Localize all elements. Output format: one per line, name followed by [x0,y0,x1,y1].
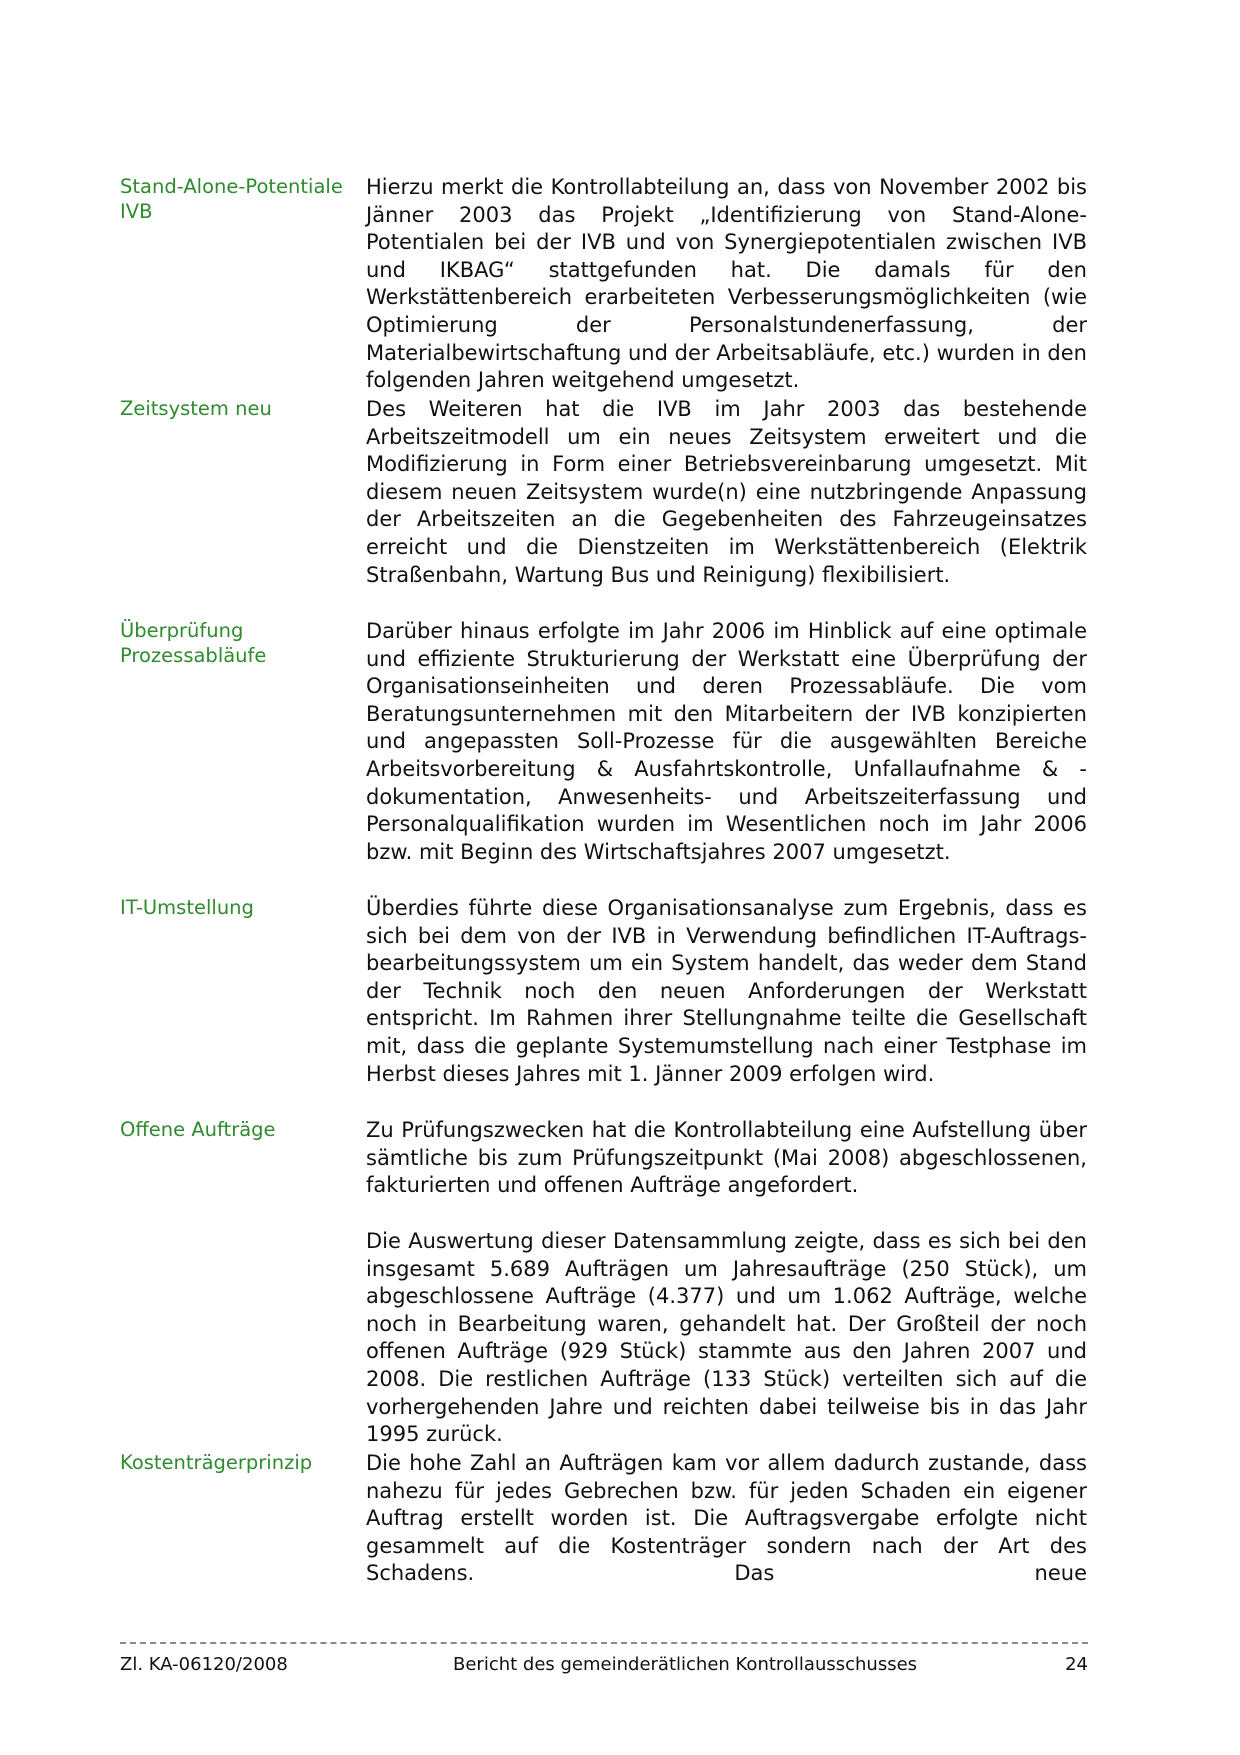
paragraph-kostentraegerprinzip: Die hohe Zahl an Aufträgen kam vor allem dadurch zustande, dass nahezu für jedes Gebrechen bzw. für jeden Schaden ein eigener Auftrag erstellt worden ist. Die Auftragsvergabe erfolgte nicht gesammelt auf die Kostenträger sondern nach der Art des Schadens. Das neue [366,1451,1087,1586]
footer-report-title: Bericht des gemeinderätlichen Kontrollausschusses [453,1654,918,1675]
footer-divider [120,1642,1088,1644]
paragraph-offene-auftraege-1: Zu Prüfungszwecken hat die Kontrollabteilung eine Aufstellung über sämtliche bis zum Prüfungszeitpunkt (Mai 2008) abgeschlossenen, fakturierten und offenen Aufträge angefordert. [366,1118,1087,1198]
paragraph-it-umstellung: Überdies führte diese Organisationsanalyse zum Ergebnis, dass es sich bei dem von der IVB in Verwendung befindlichen IT-Auftragsbearbeitungssystem um ein System handelt, das weder dem Stand der Technik noch den neuen Anforderungen der Werkstatt entspricht. Im Rahmen ihrer Stellungnahme teilte die Gesellschaft mit, dass die geplante Systemumstellung nach einer Testphase im Herbst dieses Jahres mit 1. Jänner 2009 erfolgen wird. [366,896,1087,1086]
paragraph-stand-alone: Hierzu merkt die Kontrollabteilung an, dass von November 2002 bis Jänner 2003 das Projekt „Identifizierung von Stand-Alone-Potentialen bei der IVB und von Synergiepotentialen zwischen IVB und IKBAG“ stattgefunden hat. Die damals für den Werkstättenbereich erarbeiteten Verbesserungsmöglichkeiten (wie Optimierung der Personalstundenerfassung, der Materialbewirtschaftung und der Arbeitsabläufe, etc.) wurden in den folgenden Jahren weitgehend umgesetzt. [366,175,1087,393]
footer-reference: Zl. KA-06120/2008 [120,1654,288,1675]
margin-label-ueberpruefung: Überprüfung Prozessabläufe [120,619,267,667]
margin-label-offene-auftraege: Offene Aufträge [120,1118,276,1141]
margin-label-stand-alone: Stand-Alone-Potentiale IVB [120,175,343,223]
margin-label-zeitsystem: Zeitsystem neu [120,397,272,420]
footer-page-number: 24 [1065,1654,1088,1675]
paragraph-offene-auftraege-2: Die Auswertung dieser Datensammlung zeigte, dass es sich bei den insgesamt 5.689 Aufträgen um Jahresaufträge (250 Stück), um abgeschlossene Aufträge (4.377) und um 1.062 Aufträge, welche noch in Bearbeitung waren, gehandelt hat. Der Großteil der noch offenen Aufträge (929 Stück) stammte aus den Jahren 2007 und 2008. Die restlichen Aufträge (133 Stück) verteilten sich auf die vorhergehenden Jahre und reichten dabei teilweise bis in das Jahr 1995 zurück. [366,1229,1087,1447]
paragraph-zeitsystem: Des Weiteren hat die IVB im Jahr 2003 das bestehende Arbeitszeitmodell um ein neues Zeitsystem erweitert und die Modifizierung in Form einer Betriebsvereinbarung umgesetzt. Mit diesem neuen Zeitsystem wurde(n) eine nutzbringende Anpassung der Arbeitszeiten an die Gegebenheiten des Fahrzeugeinsatzes erreicht und die Dienstzeiten im Werkstättenbereich (Elektrik Straßenbahn, Wartung Bus und Reinigung) flexibilisiert. [366,397,1087,587]
margin-label-it-umstellung: IT-Umstellung [120,896,254,919]
margin-label-kostentraegerprinzip: Kostenträgerprinzip [120,1451,313,1474]
paragraph-ueberpruefung: Darüber hinaus erfolgte im Jahr 2006 im Hinblick auf eine optimale und effiziente Strukturierung der Werkstatt eine Überprüfung der Organisationseinheiten und deren Prozessabläufe. Die vom Beratungsunternehmen mit den Mitarbeitern der IVB konzipierten und angepassten Soll-Prozesse für die ausgewählten Bereiche Arbeitsvorbereitung & Ausfahrtskontrolle, Unfallaufnahme & -dokumentation, Anwesenheits- und Arbeitszeiterfassung und Personalqualifikation wurden im Wesentlichen noch im Jahr 2006 bzw. mit Beginn des Wirtschaftsjahres 2007 umgesetzt. [366,619,1087,864]
